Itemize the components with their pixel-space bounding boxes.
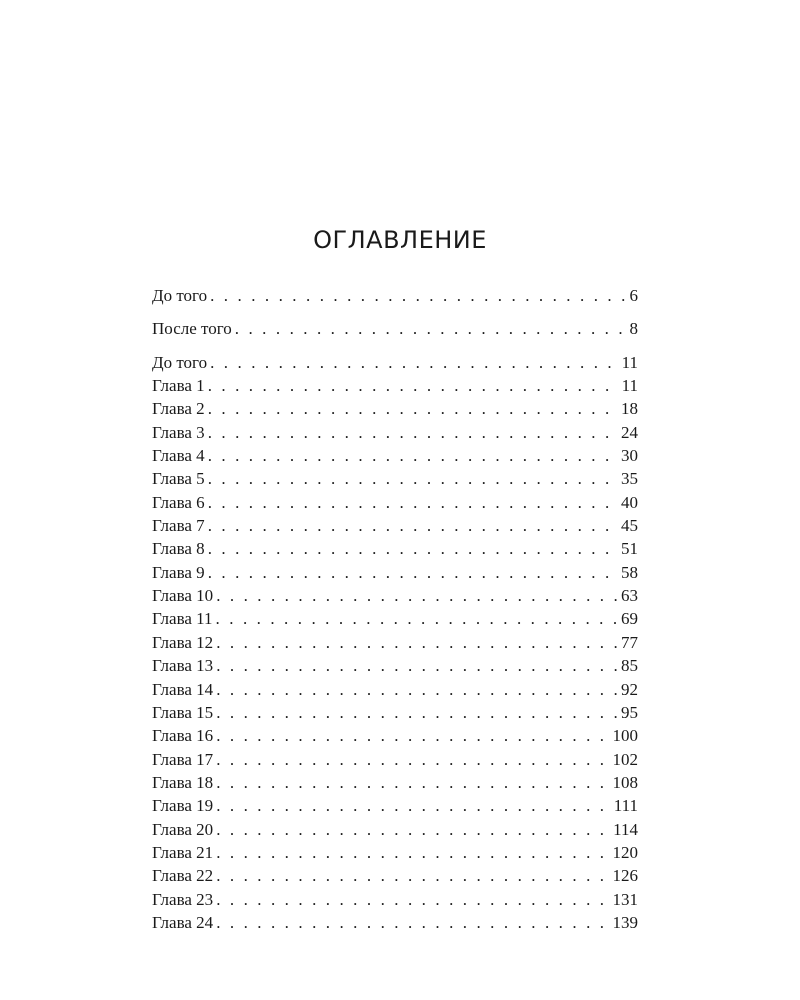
toc-leader-dots [235, 317, 627, 340]
toc-entry-label: Глава 2 [152, 399, 205, 419]
toc-leader-dots [216, 888, 609, 911]
toc-entry-page: 85 [621, 656, 638, 676]
toc-leader-dots [216, 748, 609, 771]
toc-entry-page: 131 [612, 889, 638, 909]
toc-entry[interactable] [152, 864, 638, 887]
toc-leader-dots [208, 467, 618, 490]
toc-entry-label: Глава 10 [152, 586, 214, 606]
toc-entry-label: Глава 14 [152, 679, 214, 699]
toc-entry-label: Глава 3 [152, 422, 205, 442]
toc-entry-label: Глава 16 [152, 726, 214, 746]
toc-leader-dots [208, 444, 618, 467]
toc-entry-label: Глава 9 [152, 562, 205, 582]
toc-entry-page: 8 [629, 319, 638, 339]
toc-entry-page: 24 [621, 422, 638, 442]
toc-entry-label: После того [152, 319, 232, 339]
toc-entry[interactable] [152, 537, 638, 560]
toc-entry[interactable] [152, 748, 638, 771]
toc-entry-label: Глава 22 [152, 866, 214, 886]
toc-leader-dots [216, 701, 618, 724]
toc-entry-label: До того [152, 352, 208, 372]
toc-entry[interactable] [152, 818, 638, 841]
toc-entry-page: 139 [612, 912, 638, 932]
toc-leader-dots [216, 864, 609, 887]
toc-entry[interactable] [152, 374, 638, 397]
toc-entry-page: 40 [621, 492, 638, 512]
toc-entry[interactable] [152, 724, 638, 747]
toc-entry-page: 100 [612, 726, 638, 746]
toc-entry-page: 69 [621, 609, 638, 629]
toc-leader-dots [216, 911, 609, 934]
toc-entry[interactable] [152, 467, 638, 490]
toc-entry-label: Глава 7 [152, 516, 205, 536]
toc-entry[interactable] [152, 771, 638, 794]
toc-entry[interactable] [152, 701, 638, 724]
toc-entry-label: Глава 21 [152, 842, 214, 862]
toc-entry-label: Глава 18 [152, 772, 214, 792]
toc-entry-page: 77 [621, 632, 638, 652]
toc-entry[interactable] [152, 421, 638, 444]
toc-entry[interactable] [152, 841, 638, 864]
toc-entry-page: 58 [621, 562, 638, 582]
toc-entry[interactable] [152, 794, 638, 817]
toc-entry-label: Глава 11 [152, 609, 213, 629]
toc-entry[interactable] [152, 888, 638, 911]
toc-entry-label: Глава 23 [152, 889, 214, 909]
toc-leader-dots [216, 794, 611, 817]
toc-entry[interactable] [152, 678, 638, 701]
toc-leader-dots [208, 421, 618, 444]
toc-leader-dots [216, 631, 618, 654]
toc-leader-dots [208, 491, 618, 514]
toc-entry-label: Глава 13 [152, 656, 214, 676]
toc-entry-label: Глава 24 [152, 912, 214, 932]
toc-leader-dots [216, 771, 609, 794]
toc-entry[interactable] [152, 351, 638, 374]
toc-entry[interactable] [152, 397, 638, 420]
toc-entry-label: Глава 12 [152, 632, 214, 652]
toc-entry-label: Глава 1 [152, 376, 205, 396]
toc-entry-page: 102 [612, 749, 638, 769]
toc-entry-label: Глава 8 [152, 539, 205, 559]
toc-entry[interactable] [152, 631, 638, 654]
toc-entry-page: 120 [612, 842, 638, 862]
toc-leader-dots [208, 561, 618, 584]
toc-entry[interactable] [152, 584, 638, 607]
toc-entry-label: Глава 4 [152, 446, 205, 466]
toc-entry-label: До того [152, 286, 208, 305]
toc-leader-dots [210, 351, 619, 374]
toc-entry-page: 11 [621, 352, 638, 372]
toc-leader-dots [216, 678, 618, 701]
toc-leader-dots [216, 607, 618, 630]
toc-entry[interactable] [152, 607, 638, 630]
toc-entry-page: 126 [612, 866, 638, 886]
toc-entry[interactable] [152, 317, 638, 340]
toc-entry-label: Глава 20 [152, 819, 214, 839]
toc-leader-dots [216, 654, 618, 677]
toc-entry-page: 108 [612, 772, 638, 792]
toc-entry-page: 95 [621, 702, 638, 722]
toc-leader-dots [208, 397, 618, 420]
toc-leader-dots [216, 584, 618, 607]
toc-leader-dots [216, 724, 609, 747]
toc-entry[interactable] [152, 444, 638, 467]
toc-leader-dots [216, 841, 609, 864]
toc-entry[interactable] [152, 654, 638, 677]
toc-entry[interactable] [152, 491, 638, 514]
toc-entry[interactable] [152, 561, 638, 584]
table-of-contents [152, 284, 638, 934]
toc-entry-page: 114 [613, 819, 638, 839]
toc-entry-page: 18 [621, 399, 638, 419]
toc-entry-label: Глава 17 [152, 749, 214, 769]
page-title: ОГЛАВЛЕНИЕ [313, 226, 487, 254]
toc-entry[interactable] [152, 911, 638, 934]
toc-entry-label: Глава 19 [152, 796, 214, 816]
toc-entry-page: 51 [621, 539, 638, 559]
toc-leader-dots [208, 514, 618, 537]
toc-entry-page: 6 [629, 286, 638, 305]
toc-entry-page: 11 [621, 376, 638, 396]
toc-leader-dots [210, 284, 626, 307]
toc-entry-page: 63 [621, 586, 638, 606]
toc-entry-page: 92 [621, 679, 638, 699]
toc-entry-page: 30 [621, 446, 638, 466]
toc-entry[interactable] [152, 514, 638, 537]
toc-leader-dots [208, 374, 619, 397]
toc-leader-dots [216, 818, 610, 841]
toc-entry[interactable] [152, 284, 638, 307]
toc-entry-page: 35 [621, 469, 638, 489]
toc-entry-page: 111 [613, 796, 638, 816]
toc-leader-dots [208, 537, 618, 560]
toc-entry-label: Глава 5 [152, 469, 205, 489]
toc-entry-label: Глава 15 [152, 702, 214, 722]
toc-entry-label: Глава 6 [152, 492, 205, 512]
toc-entry-page: 45 [621, 516, 638, 536]
